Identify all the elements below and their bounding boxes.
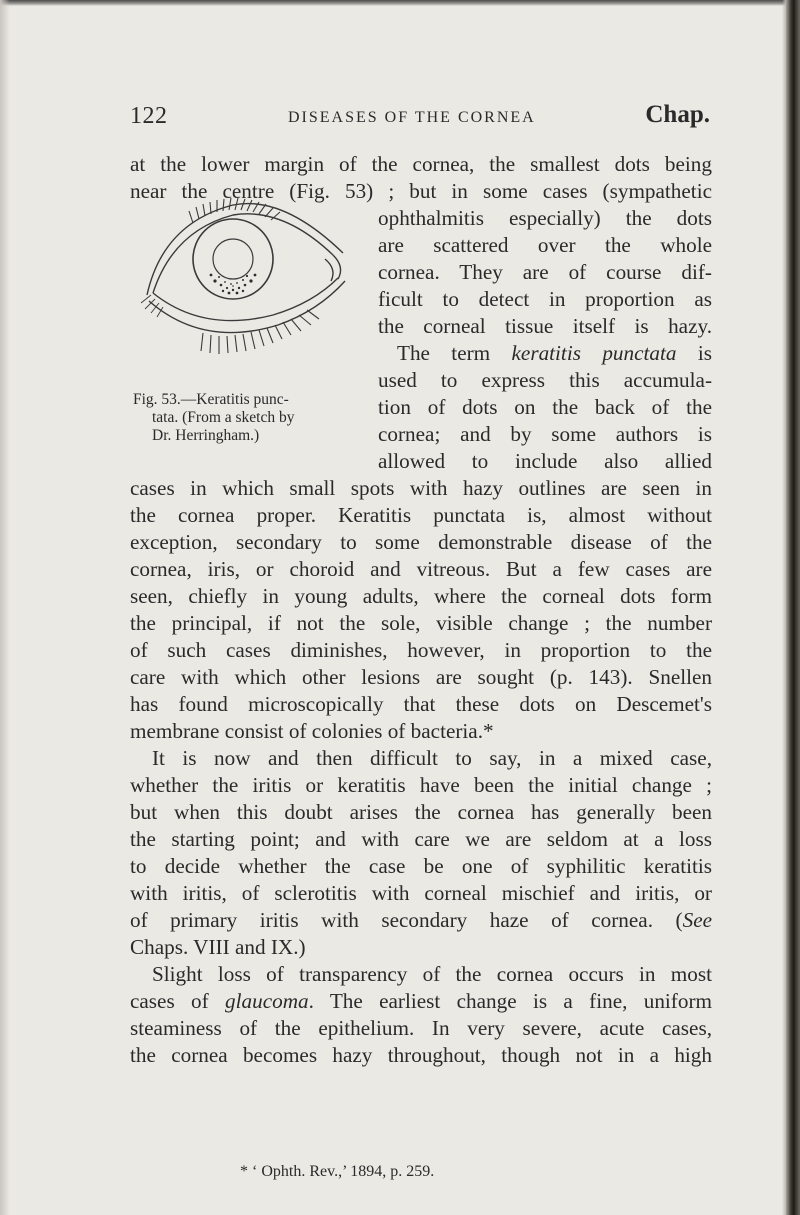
page-left-shadow	[0, 0, 10, 1215]
figure-caption-line: tata. (From a sketch by	[152, 409, 295, 426]
figure-caption-line: Dr. Herringham.)	[152, 427, 260, 444]
body-line: It is now and then difficult to say, in a mixed case,	[152, 746, 712, 770]
body-line: the cornea proper. Keratitis punctata is, almost without	[130, 503, 712, 527]
body-line: the principal, if not the sole, visible change ; the number	[130, 611, 712, 635]
body-line: membrane consist of colonies of bacteria.*	[130, 719, 494, 743]
body-line: the corneal tissue itself is hazy.	[378, 314, 712, 338]
page-header	[130, 103, 710, 133]
body-line: has found microscopically that these dots on Descemet's	[130, 692, 712, 716]
body-line: used to express this accumula-	[378, 368, 712, 392]
body-line: but when this doubt arises the cornea has generally been	[130, 800, 712, 824]
figure-53	[133, 183, 361, 373]
page-number: 122	[130, 103, 168, 129]
body-line: steaminess of the epithelium. In very severe, acute cases,	[130, 1016, 712, 1040]
body-line: at the lower margin of the cornea, the smallest dots being	[130, 152, 712, 176]
body-line: to decide whether the case be one of syphilitic keratitis	[130, 854, 712, 878]
body-line: cornea. They are of course dif-	[378, 260, 712, 284]
body-line: ophthalmitis especially) the dots	[378, 206, 712, 230]
body-line: the cornea becomes hazy throughout, though not in a high	[130, 1043, 712, 1067]
body-line: allowed to include also allied	[378, 449, 712, 473]
body-line-html: The term keratitis punctata is	[397, 341, 712, 365]
body-line: cornea; and by some authors is	[378, 422, 712, 446]
eye-keratitis-punctata-icon	[133, 183, 361, 373]
body-line	[397, 343, 712, 364]
body-line: tion of dots on the back of the	[378, 395, 712, 419]
body-line: Chaps. VIII and IX.)	[130, 935, 306, 959]
footnote: * ‘ Ophth. Rev.,’ 1894, p. 259.	[240, 1163, 435, 1180]
chapter-label: Chap.	[645, 101, 710, 128]
figure-caption-line: Fig. 53.—Keratitis punc-	[133, 391, 289, 408]
body-line: cases of glaucoma. The earliest change is a fine, uniform	[130, 989, 712, 1013]
body-line: the starting point; and with care we are seldom at a loss	[130, 827, 712, 851]
body-line: are scattered over the whole	[378, 233, 712, 257]
body-line: cases in which small spots with hazy outlines are seen in	[130, 476, 712, 500]
body-line: near the centre (Fig. 53) ; but in some cases (sympathetic	[130, 179, 712, 203]
running-head: DISEASES OF THE CORNEA	[288, 109, 536, 126]
book-binding-edge	[786, 0, 800, 1215]
body-line: cornea, iris, or choroid and vitreous. But a few cases are	[130, 557, 712, 581]
body-line: of such cases diminishes, however, in proportion to the	[130, 638, 712, 662]
body-line: whether the iritis or keratitis have been the initial change ;	[130, 773, 712, 797]
body-line: ficult to detect in proportion as	[378, 287, 712, 311]
body-line: care with which other lesions are sought (p. 143). Snellen	[130, 665, 712, 689]
body-line: exception, secondary to some demonstrable disease of the	[130, 530, 712, 554]
page-top-edge	[0, 0, 800, 6]
body-line: Slight loss of transparency of the cornea occurs in most	[152, 962, 712, 986]
body-line: with iritis, of sclerotitis with corneal mischief and iritis, or	[130, 881, 712, 905]
body-line: seen, chiefly in young adults, where the corneal dots form	[130, 584, 712, 608]
body-line: of primary iritis with secondary haze of cornea. (See	[130, 908, 712, 932]
